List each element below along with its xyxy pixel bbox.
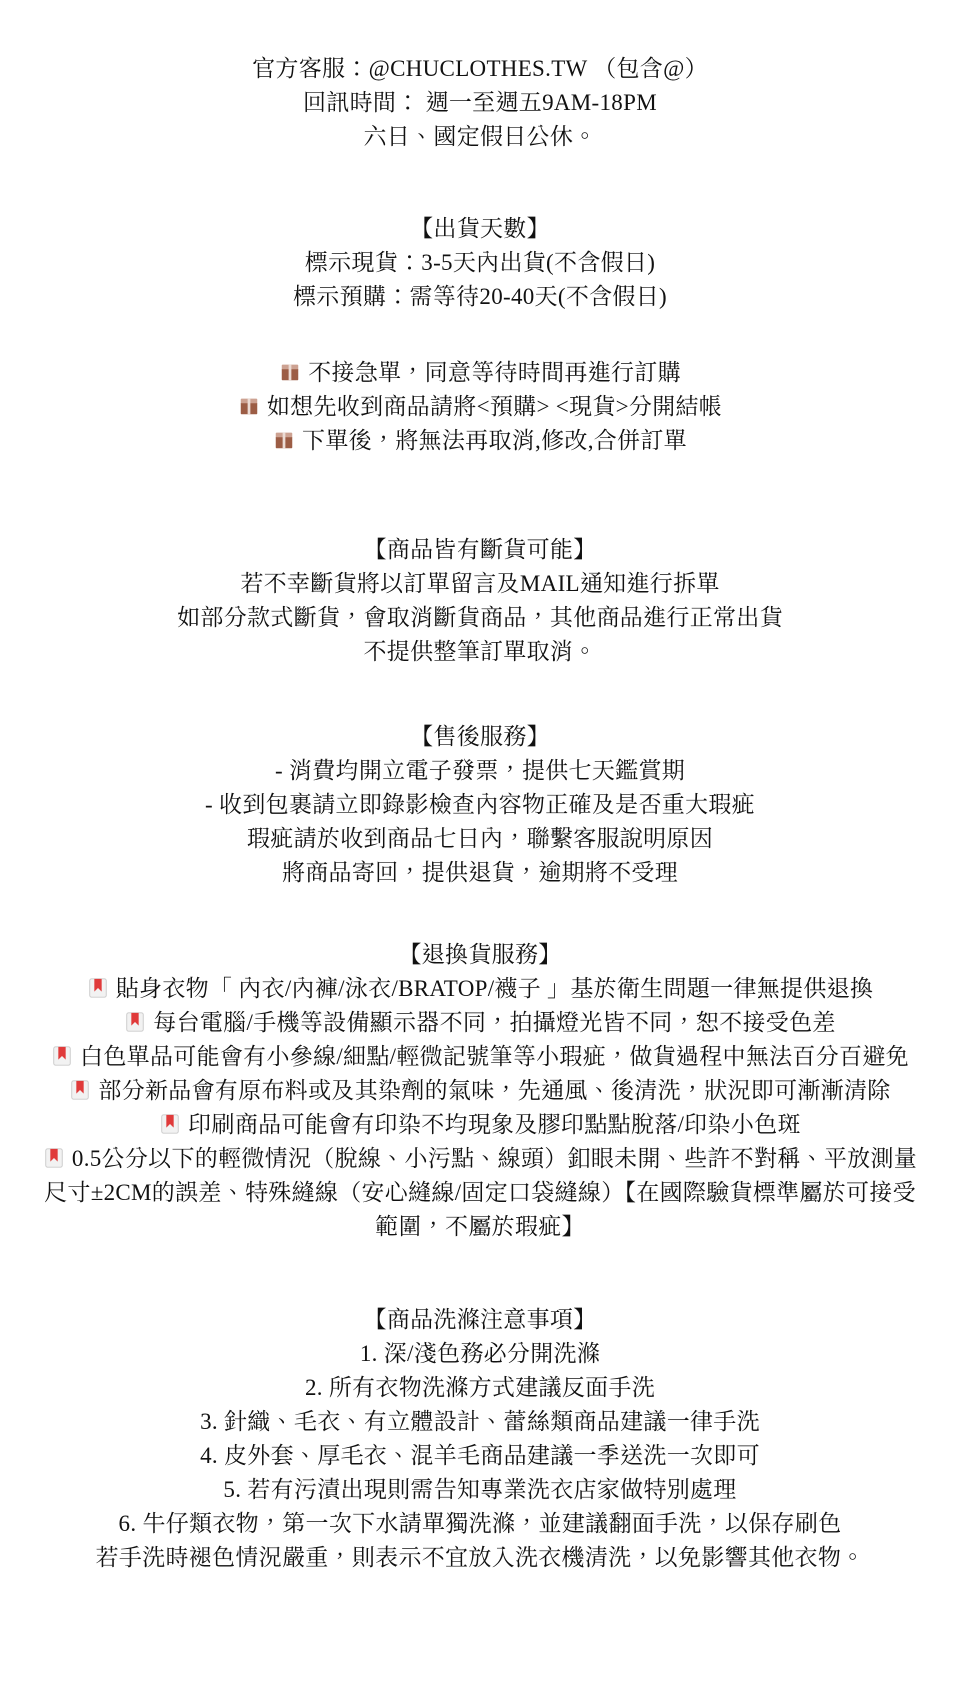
washing-line: 2. 所有衣物洗滌方式建議反面手洗 bbox=[304, 1375, 656, 1400]
after-sale-line: - 收到包裹請立即錄影檢查內容物正確及是否重大瑕疵 bbox=[205, 792, 755, 817]
contact-hours-line: 回訊時間： 週一至週五9AM-18PM bbox=[303, 90, 657, 115]
contact-section bbox=[40, 52, 920, 154]
order-rule-line: 如想先收到商品請將<預購> <現貨>分開結帳 bbox=[40, 390, 920, 424]
after-sale-line: 將商品寄回，提供退貨，逾期將不受理 bbox=[281, 860, 679, 885]
shipping-days-title: 【出貨天數】 bbox=[410, 216, 550, 241]
order-rules-section bbox=[40, 356, 920, 458]
package-icon bbox=[238, 395, 260, 417]
washing-title: 【商品洗滌注意事項】 bbox=[363, 1307, 597, 1332]
in-stock-shipping-line: 標示現貨：3-5天內出貨(不含假日) bbox=[304, 250, 656, 275]
washing-line: 1. 深/淺色務必分開洗滌 bbox=[359, 1341, 601, 1366]
after-sale-section bbox=[40, 720, 920, 890]
returns-section bbox=[40, 938, 920, 1244]
after-sale-line: 瑕疵請於收到商品七日內，聯繫客服說明原因 bbox=[247, 826, 713, 851]
bookmark-icon bbox=[159, 1113, 181, 1135]
returns-item: 印刷商品可能會有印染不均現象及膠印點點脫落/印染小色斑 bbox=[40, 1108, 920, 1142]
washing-section bbox=[40, 1303, 920, 1575]
returns-item: 每台電腦/手機等設備顯示器不同，拍攝燈光皆不同，恕不接受色差 bbox=[40, 1006, 920, 1040]
bookmark-icon bbox=[51, 1045, 73, 1067]
returns-item: 貼身衣物「 內衣/內褲/泳衣/BRATOP/襪子 」基於衛生問題一律無提供退換 bbox=[40, 972, 920, 1006]
package-icon bbox=[273, 429, 295, 451]
returns-item: 0.5公分以下的輕微情況（脫線、小污點、線頭）釦眼未開、些許不對稱、平放測量尺寸±2CM的誤差、特殊縫線（安心縫線/固定口袋縫線）【在國際驗貨標準屬於可接受範圍，不屬於瑕疵】 bbox=[44, 1146, 918, 1239]
stockout-line: 不提供整筆訂單取消。 bbox=[363, 639, 597, 664]
bookmark-icon bbox=[87, 977, 109, 999]
order-rule-line: 不接急單，同意等待時間再進行訂購 bbox=[40, 356, 920, 390]
stockout-section bbox=[40, 533, 920, 669]
returns-title: 【退換貨服務】 bbox=[398, 942, 562, 967]
washing-line: 4. 皮外套、厚毛衣、混羊毛商品建議一季送洗一次即可 bbox=[200, 1443, 760, 1468]
stockout-title: 【商品皆有斷貨可能】 bbox=[363, 537, 597, 562]
contact-service-line: 官方客服：@CHUCLOTHES.TW （包含@） bbox=[252, 56, 708, 81]
washing-line: 5. 若有污漬出現則需告知專業洗衣店家做特別處理 bbox=[223, 1477, 737, 1502]
washing-line: 3. 針織、毛衣、有立體設計、蕾絲類商品建議一律手洗 bbox=[200, 1409, 760, 1434]
package-icon bbox=[279, 361, 301, 383]
washing-line: 6. 牛仔類衣物，第一次下水請單獨洗滌，並建議翻面手洗，以保存刷色 bbox=[118, 1511, 842, 1536]
shipping-days-section bbox=[40, 212, 920, 314]
after-sale-title: 【售後服務】 bbox=[410, 724, 550, 749]
order-rule-line: 下單後，將無法再取消,修改,合併訂單 bbox=[40, 424, 920, 458]
bookmark-icon bbox=[43, 1147, 65, 1169]
stockout-line: 若不幸斷貨將以訂單留言及MAIL通知進行拆單 bbox=[240, 571, 720, 596]
stockout-line: 如部分款式斷貨，會取消斷貨商品，其他商品進行正常出貨 bbox=[177, 605, 783, 630]
returns-item: 部分新品會有原布料或及其染劑的氣味，先通風、後清洗，狀況即可漸漸清除 bbox=[40, 1074, 920, 1108]
bookmark-icon bbox=[124, 1011, 146, 1033]
washing-line: 若手洗時褪色情況嚴重，則表示不宜放入洗衣機清洗，以免影響其他衣物。 bbox=[95, 1545, 865, 1570]
contact-holiday-line: 六日、國定假日公休。 bbox=[363, 124, 597, 149]
returns-item: 白色單品可能會有小參線/細點/輕微記號筆等小瑕疵，做貨過程中無法百分百避免 bbox=[40, 1040, 920, 1074]
after-sale-line: - 消費均開立電子發票，提供七天鑑賞期 bbox=[274, 758, 686, 783]
preorder-shipping-line: 標示預購：需等待20-40天(不含假日) bbox=[293, 284, 667, 309]
bookmark-icon bbox=[69, 1079, 91, 1101]
